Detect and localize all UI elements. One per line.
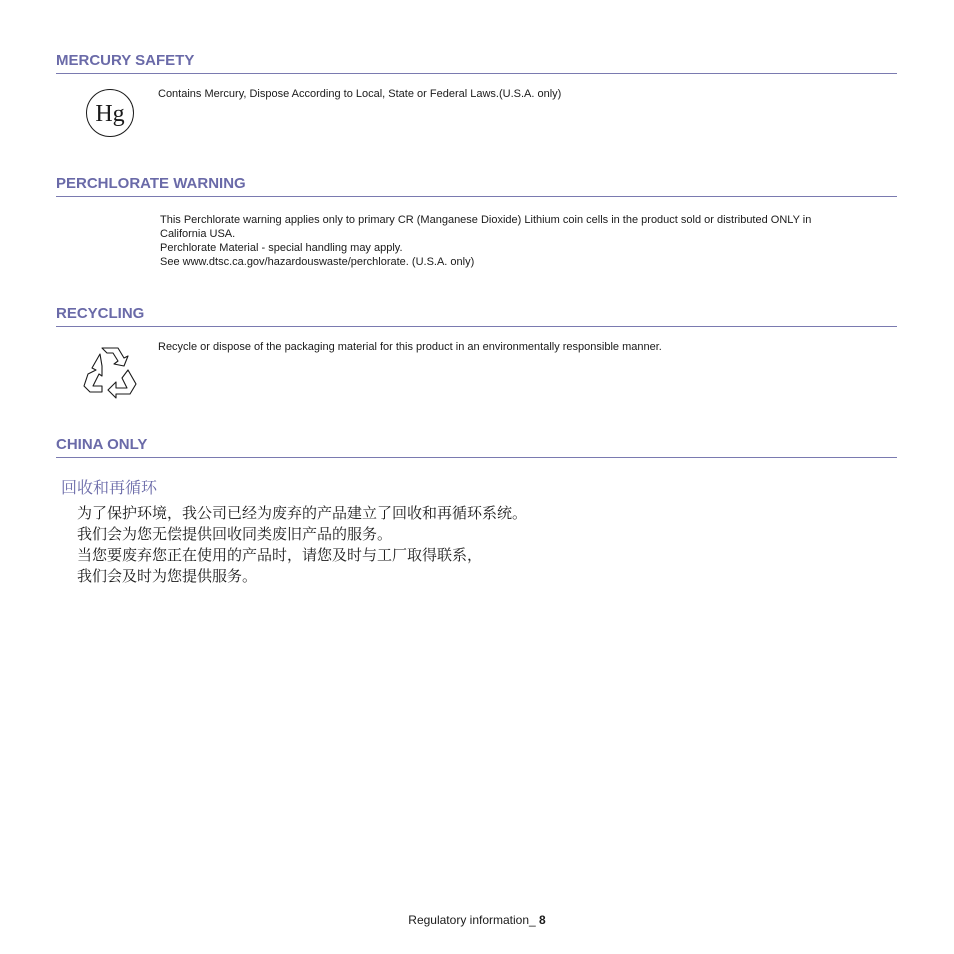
perchlorate-line: Perchlorate Material - special handling may apply. (160, 242, 403, 254)
recycle-icon (80, 340, 140, 400)
perchlorate-line: See www.dtsc.ca.gov/hazardouswaste/perchlorate. (U.S.A. only) (160, 256, 475, 268)
page-footer (0, 913, 954, 927)
recycling-text: Recycle or dispose of the packaging material for this product in an environmentally responsible manner. (158, 341, 662, 353)
hg-icon-label: Hg (95, 101, 125, 127)
footer-label: Regulatory information_ (408, 913, 536, 927)
perchlorate-text-block (160, 213, 860, 269)
china-subtitle: 回收和再循环 (61, 478, 158, 497)
china-line: 当您要废弃您正在使用的产品时，请您及时与工厂取得联系， (77, 546, 483, 564)
china-text-block (77, 503, 527, 587)
section-title-mercury-safety: MERCURY SAFETY (56, 52, 897, 74)
china-line: 我们会为您无偿提供回收同类废旧产品的服务。 (77, 525, 393, 543)
section-title-perchlorate-warning: PERCHLORATE WARNING (56, 175, 897, 197)
mercury-text: Contains Mercury, Dispose According to Local, State or Federal Laws.(U.S.A. only) (158, 88, 562, 100)
page-number: 8 (539, 913, 546, 927)
section-title-recycling: RECYCLING (56, 305, 897, 327)
china-line: 我们会及时为您提供服务。 (77, 567, 258, 585)
mercury-hg-icon (85, 88, 135, 138)
china-line: 为了保护环境，我公司已经为废弃的产品建立了回收和再循环系统。 (77, 504, 528, 522)
perchlorate-line: This Perchlorate warning applies only to primary CR (Manganese Dioxide) Lithium coin cells in the product sold or distributed ONLY in California USA. (160, 214, 812, 240)
section-title-china-only: CHINA ONLY (56, 436, 897, 458)
